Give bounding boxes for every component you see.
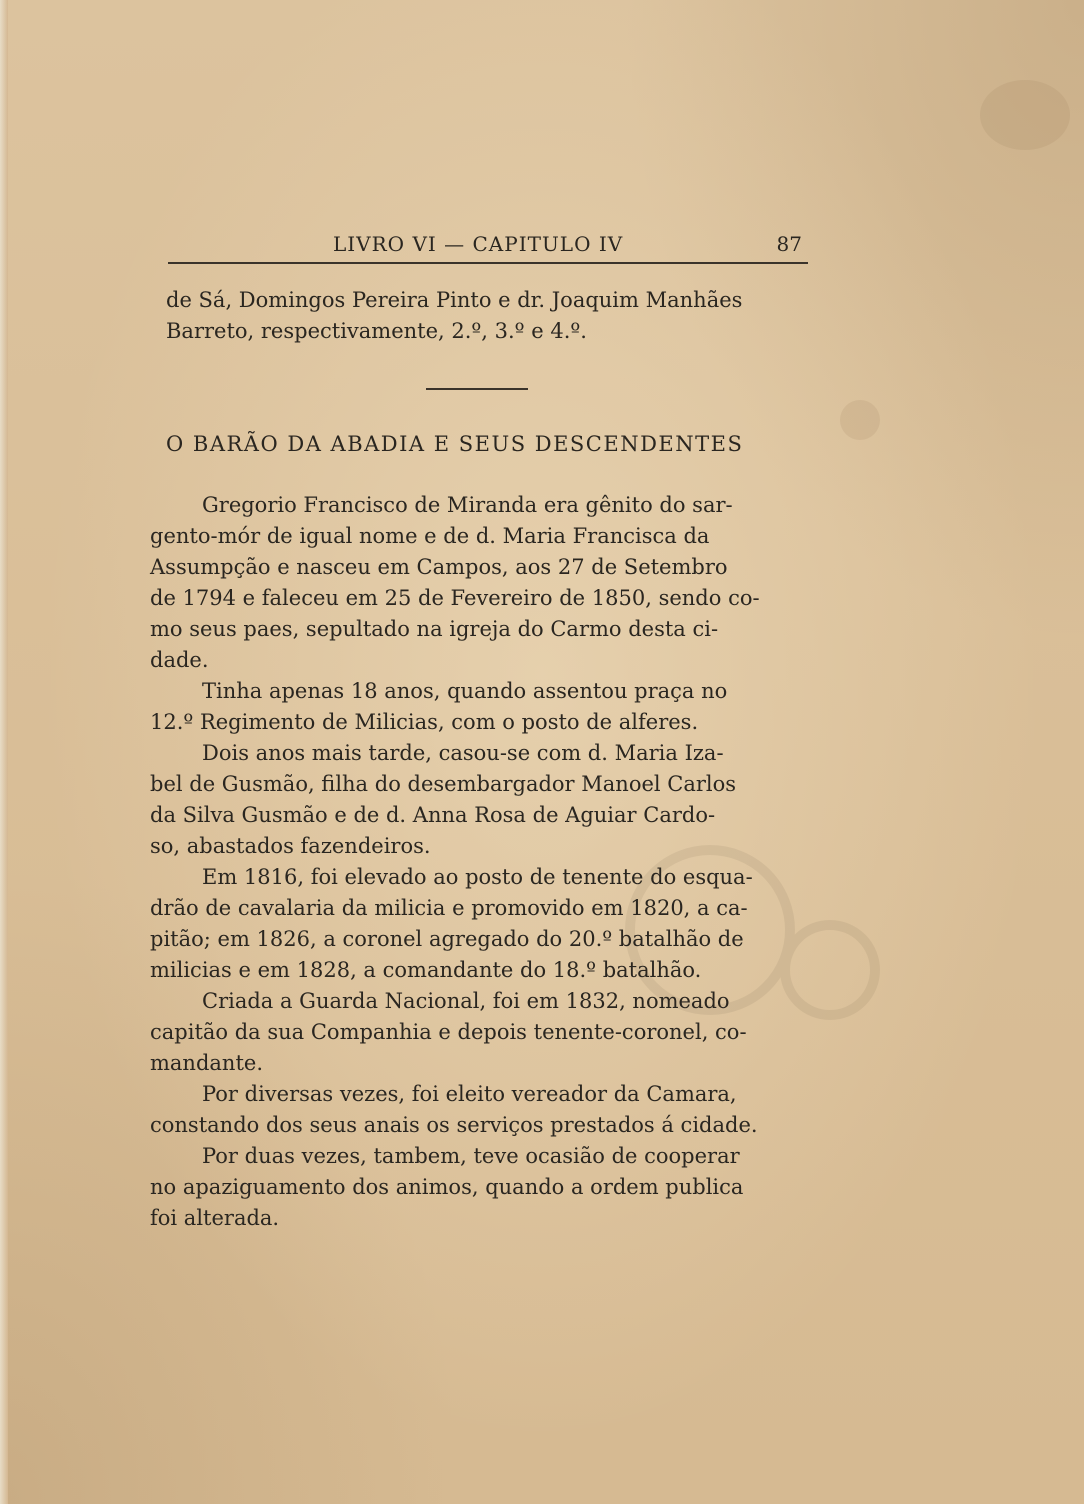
text-line: Barreto, respectivamente, 2.º, 3.º e 4.º. — [166, 319, 587, 343]
page-edge — [0, 0, 8, 1504]
running-title: LIVRO VI — CAPITULO IV — [333, 232, 624, 256]
intro-text — [166, 285, 806, 347]
section-heading: O BARÃO DA ABADIA E SEUS DESCENDENTES — [166, 432, 744, 456]
paragraph — [150, 490, 800, 676]
text-line: 12.º Regimento de Milicias, com o posto de alferes. — [150, 710, 699, 734]
text-line: Tinha apenas 18 anos, quando assentou praça no — [202, 679, 728, 703]
paragraph — [150, 1079, 800, 1141]
paragraph — [150, 1141, 800, 1234]
text-line: Criada a Guarda Nacional, foi em 1832, nomeado — [202, 989, 730, 1013]
text-line: Dois anos mais tarde, casou-se com d. Maria Iza- — [202, 741, 724, 765]
text-line: gento-mór de igual nome e de d. Maria Francisca da — [150, 524, 710, 548]
paragraph — [150, 738, 800, 862]
text-line: bel de Gusmão, filha do desembargador Manoel Carlos — [150, 772, 737, 796]
text-line: foi alterada. — [150, 1206, 280, 1230]
text-line: capitão da sua Companhia e depois tenente-coronel, co- — [150, 1020, 747, 1044]
running-head — [168, 232, 808, 262]
text-line: mo seus paes, sepultado na igreja do Carmo desta ci- — [150, 617, 719, 641]
text-line: so, abastados fazendeiros. — [150, 834, 431, 858]
text-line: drão de cavalaria da milicia e promovido em 1820, a ca- — [150, 896, 748, 920]
text-line: constando dos seus anais os serviços prestados á cidade. — [150, 1113, 758, 1137]
text-line: Gregorio Francisco de Miranda era gênito do sar- — [202, 493, 733, 517]
text-line: de 1794 e faleceu em 25 de Fevereiro de 1850, sendo co- — [150, 586, 760, 610]
header-rule — [168, 262, 808, 264]
paragraph — [150, 986, 800, 1079]
paragraph — [150, 862, 800, 986]
page-number: 87 — [776, 232, 802, 256]
text-line: de Sá, Domingos Pereira Pinto e dr. Joaquim Manhães — [166, 288, 743, 312]
text-line: milicias e em 1828, a comandante do 18.º batalhão. — [150, 958, 702, 982]
text-line: Por diversas vezes, foi eleito vereador da Camara, — [202, 1082, 737, 1106]
paper-stain — [840, 400, 880, 440]
text-line: Por duas vezes, tambem, teve ocasião de cooperar — [202, 1144, 740, 1168]
paragraph — [150, 676, 800, 738]
section-separator — [426, 388, 528, 390]
text-line: da Silva Gusmão e de d. Anna Rosa de Aguiar Cardo- — [150, 803, 716, 827]
paper-stain — [980, 80, 1070, 150]
body-text — [150, 490, 800, 1234]
text-line: dade. — [150, 648, 209, 672]
text-line: pitão; em 1826, a coronel agregado do 20.º batalhão de — [150, 927, 744, 951]
text-line: Em 1816, foi elevado ao posto de tenente do esqua- — [202, 865, 753, 889]
text-line: Assumpção e nasceu em Campos, aos 27 de Setembro — [150, 555, 728, 579]
text-line: no apaziguamento dos animos, quando a ordem publica — [150, 1175, 744, 1199]
text-line: mandante. — [150, 1051, 263, 1075]
